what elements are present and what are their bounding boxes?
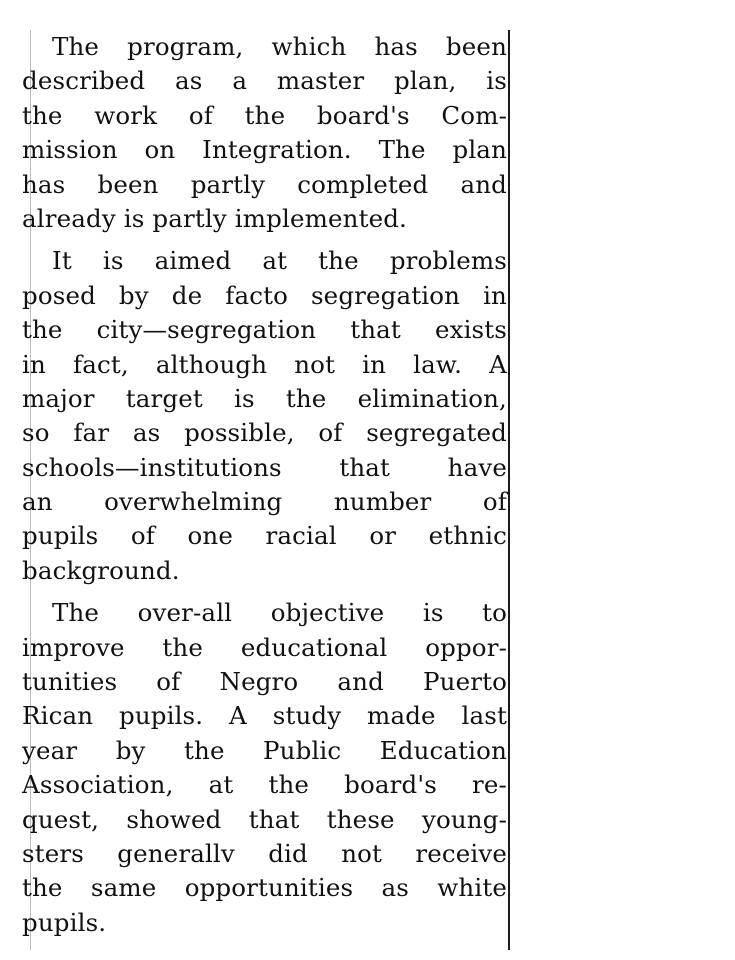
text-line: Association, at the board's re- [22, 770, 507, 800]
text-line: the same opportunities as white [22, 873, 507, 903]
text-line: already is partly implemented. [22, 203, 407, 233]
text-line: sters generallv did not receive [22, 838, 507, 868]
paragraph-1 [22, 30, 507, 236]
text-line: The over-all objective is to [52, 598, 507, 628]
text-line: quest, showed that these young- [22, 804, 507, 834]
text-line: schools—institutions that have [22, 452, 507, 482]
column-rule [508, 30, 510, 950]
article-column [22, 30, 507, 948]
text-line: Rican pupils. A study made last [22, 701, 507, 731]
text-line: the work of the board's Com- [22, 100, 507, 130]
text-line: in fact, although not in law. A [22, 349, 507, 379]
text-line: The program, which has been [52, 32, 507, 61]
paragraph-3 [22, 596, 507, 940]
text-line: improve the educational oppor- [22, 632, 507, 662]
text-line: posed by de facto segregation in [22, 280, 507, 310]
text-line: tunities of Negro and Puerto [22, 667, 507, 697]
paragraph-2 [22, 244, 507, 588]
text-line: pupils of one racial or ethnic [22, 521, 507, 551]
text-line: mission on Integration. The plan [22, 135, 507, 165]
text-line: has been partly completed and [22, 169, 507, 199]
text-line: described as a master plan, is [22, 66, 507, 96]
text-line: pupils. [22, 907, 107, 937]
text-line: It is aimed at the problems [52, 246, 507, 276]
text-line: the city—segregation that exists [22, 315, 507, 345]
text-line: year by the Public Education [22, 735, 507, 765]
text-line: major target is the elimination, [22, 383, 507, 413]
text-line: an overwhelming number of [22, 487, 507, 517]
text-line: background. [22, 555, 180, 585]
text-line: so far as possible, of segregated [22, 418, 507, 448]
